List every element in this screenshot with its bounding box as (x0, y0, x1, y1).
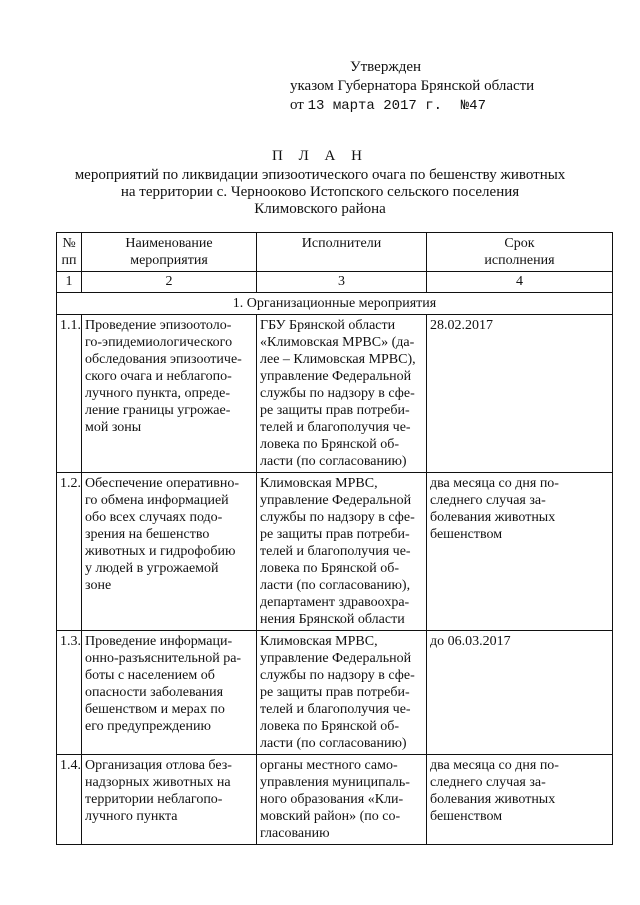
title-line-3: Климовского района (254, 201, 386, 217)
header-executors: Исполнители (257, 233, 427, 272)
index-cell: 3 (257, 272, 427, 293)
row-num: 1.4. (57, 755, 82, 845)
row-term: два месяца со дня по- следнего случая за- болевания животных бешенством (427, 473, 613, 631)
approval-prefix: от (290, 97, 304, 113)
index-cell: 1 (57, 272, 82, 293)
title-line-1: мероприятий по ликвидации эпизоотического очага по бешенству животных (74, 167, 566, 183)
row-executors: Климовская МРВС, управление Федеральной службы по надзору в сфе- ре защиты прав потреби- телей и благополучия че- ловека по Брянской об- ласти (по согласованию) (257, 631, 427, 755)
row-num: 1.3. (57, 631, 82, 755)
row-term: до 06.03.2017 (427, 631, 613, 755)
index-cell: 2 (82, 272, 257, 293)
row-executors: Климовская МРВС, управление Федеральной службы по надзору в сфе- ре защиты прав потреби- телей и благополучия че- ловека по Брянской об- ласти (по согласованию), департамент здравоохра- нения Брянской области (257, 473, 427, 631)
row-num: 1.1. (57, 315, 82, 473)
row-term: два месяца со дня по- следнего случая за- болевания животных бешенством (427, 755, 613, 845)
approval-line-1: Утвержден (350, 59, 422, 75)
approval-line-2: указом Губернатора Брянской области (290, 78, 535, 94)
table-index-row (57, 272, 613, 293)
table-row (57, 473, 613, 631)
title-line-2: на территории с. Чернооково Истопского сельского поселения (120, 184, 520, 200)
section-title: 1. Организационные мероприятия (57, 293, 613, 315)
header-name: Наименование мероприятия (82, 233, 257, 272)
row-executors: органы местного само- управления муниципаль- ного образования «Кли- мовский район» (по со- гласованию (257, 755, 427, 845)
section-row (57, 293, 613, 315)
row-name: Обеспечение оперативно- го обмена информацией обо всех случаях подо- зрения на бешенство животных и гидрофобию у людей в угрожаемой зоне (82, 473, 257, 631)
header-num: № пп (57, 233, 82, 272)
approval-number: №47 (460, 98, 486, 114)
row-num: 1.2. (57, 473, 82, 631)
title-heading: П Л А Н (272, 148, 368, 164)
plan-table (56, 232, 613, 845)
table-header-row (57, 233, 613, 272)
row-name: Проведение информаци- онно-разъяснительной ра- боты с населением об опасности заболевания бешенством и мерах по его предупреждению (82, 631, 257, 755)
approval-line-3 (290, 96, 534, 116)
document-title (0, 148, 640, 218)
table-row (57, 755, 613, 845)
approval-date: 13 марта 2017 г. (307, 98, 443, 114)
header-term: Срок исполнения (427, 233, 613, 272)
approval-block (290, 58, 534, 116)
row-name: Проведение эпизоотоло- го-эпидемиологического обследования эпизоотиче- ского очага и неблагопо- лучного пункта, опреде- ление границы угрожае- мой зоны (82, 315, 257, 473)
row-term: 28.02.2017 (427, 315, 613, 473)
table-row (57, 631, 613, 755)
index-cell: 4 (427, 272, 613, 293)
row-executors: ГБУ Брянской области «Климовская МРВС» (да- лее – Климовская МРВС), управление Федеральной службы по надзору в сфе- ре защиты прав потреби- телей и благополучия че- ловека по Брянской об- ласти (по согласованию) (257, 315, 427, 473)
table-row (57, 315, 613, 473)
row-name: Организация отлова без- надзорных животных на территории неблагопо- лучного пункта (82, 755, 257, 845)
